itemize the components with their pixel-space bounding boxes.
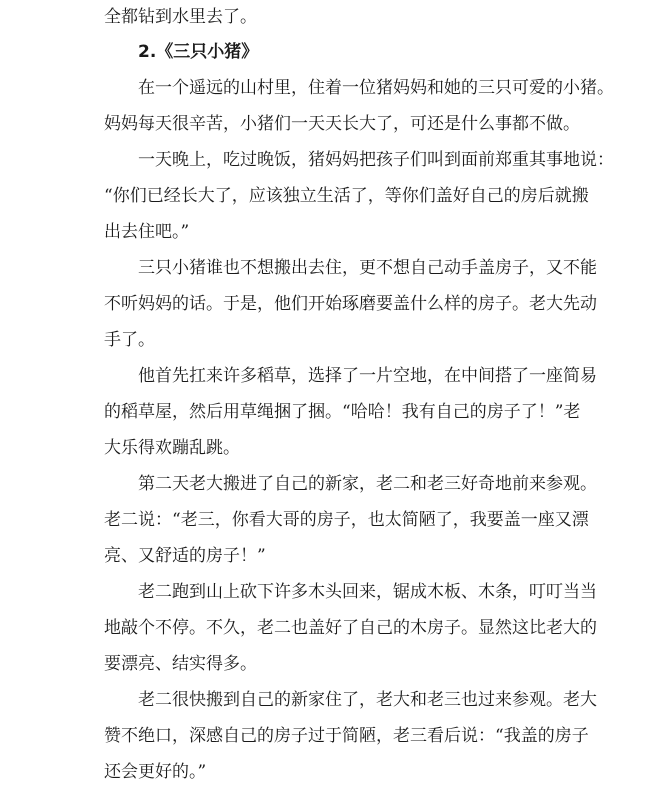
text-line: 手了。: [104, 330, 155, 350]
text-line: 妈妈每天很辛苦，小猪们一天天长大了，可还是什么事都不做。: [104, 114, 580, 134]
text-line: 要漂亮、结实得多。: [104, 654, 257, 674]
text-line: 他首先扛来许多稻草，选择了一片空地，在中间搭了一座简易: [138, 366, 597, 386]
text-line: 不听妈妈的话。于是，他们开始琢磨要盖什么样的房子。老大先动: [104, 294, 597, 314]
text-line: 出去住吧。”: [104, 222, 190, 242]
text-line: 还会更好的。”: [104, 762, 207, 782]
text-line: 亮、又舒适的房子！”: [104, 546, 266, 566]
text-line: 老二很快搬到自己的新家住了，老大和老三也过来参观。老大: [138, 690, 597, 710]
text-line: 全都钻到水里去了。: [104, 7, 257, 27]
text-line: 第二天老大搬进了自己的新家，老二和老三好奇地前来参观。: [138, 474, 597, 494]
text-line: 老二跑到山上砍下许多木头回来，锯成木板、木条，叮叮当当: [138, 582, 597, 602]
text-line: 在一个遥远的山村里，住着一位猪妈妈和她的三只可爱的小猪。: [138, 78, 614, 98]
text-line: 赞不绝口，深感自己的房子过于简陋，老三看后说：“我盖的房子: [104, 726, 589, 746]
text-line: 一天晚上，吃过晚饭，猪妈妈把孩子们叫到面前郑重其事地说：: [138, 150, 614, 170]
text-line: 地敲个不停。不久，老二也盖好了自己的木房子。显然这比老大的: [104, 618, 597, 638]
text-line: “你们已经长大了，应该独立生活了，等你们盖好自己的房后就搬: [104, 186, 589, 206]
text-line: 老二说：“老三，你看大哥的房子，也太简陋了，我要盖一座又漂: [104, 510, 589, 530]
text-line: 的稻草屋，然后用草绳捆了捆。“哈哈！我有自己的房子了！”老: [104, 402, 581, 422]
text-line: 大乐得欢蹦乱跳。: [104, 438, 240, 458]
text-line: 三只小猪谁也不想搬出去住，更不想自己动手盖房子，又不能: [138, 258, 597, 278]
section-heading: 2.《三只小猪》: [138, 42, 259, 62]
